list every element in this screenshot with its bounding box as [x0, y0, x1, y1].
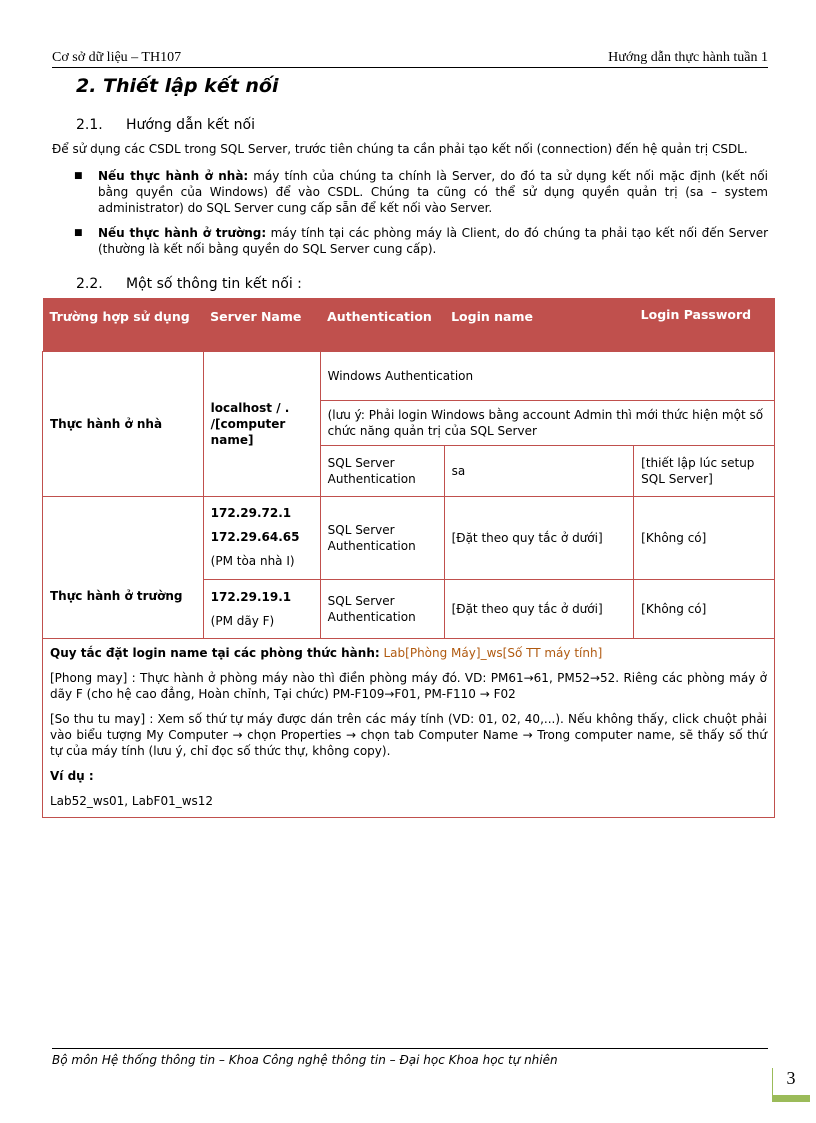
bullet-square-icon: ■ [74, 228, 83, 238]
section-title: 2. Thiết lập kết nối [76, 75, 279, 97]
row-label-home: Thực hành ở nhà [43, 352, 204, 497]
login-name-cell: [Đặt theo quy tắc ở dưới] [444, 580, 634, 639]
server-ip: 172.29.19.1 [210, 590, 292, 604]
rules-title: Quy tắc đặt login name tại các phòng thức hành: [50, 646, 380, 660]
page-footer: Bộ môn Hệ thống thông tin – Khoa Công nghệ thông tin – Đại học Khoa học tự nhiên [52, 1048, 768, 1067]
rules-pattern-number: [Số TT máy tính] [502, 646, 603, 660]
bullet-text: máy tính của chúng ta chính là Server, do đó ta sử dụng kết nối mặc định (kết nối bằng quyền của Windows) để vào CSDL. Chúng ta cũng có thể sử dụng quyền quản trị (sa – system administrator) do SQL Server cung cấp sẵn để kết nối vào Server. [98, 169, 768, 215]
sql-auth-cell: SQL Server Authentication [320, 497, 444, 580]
server-name-school-1 [203, 497, 320, 580]
subsection-number: 2.1. [76, 117, 103, 133]
bullet-lead: Nếu thực hành ở trường: [98, 226, 267, 240]
server-location: (PM dãy F) [210, 614, 275, 628]
header-course: Cơ sở dữ liệu – TH107 [52, 50, 182, 65]
rules-pattern-room: [Phòng Máy] [405, 646, 481, 660]
sql-auth-cell: SQL Server Authentication [320, 446, 444, 497]
bullet-lead: Nếu thực hành ở nhà: [98, 169, 249, 183]
password-cell: [Không có] [634, 497, 775, 580]
col-header-server: Server Name [203, 299, 320, 352]
col-header-password: Login Password [634, 299, 775, 352]
subsection-title: Một số thông tin kết nối : [126, 276, 302, 292]
connection-info-table [42, 298, 775, 818]
server-location: (PM tòa nhà I) [210, 554, 295, 568]
rules-number-paragraph: [So thu tu may] : Xem số thứ tự máy được dán trên các máy tính (VD: 01, 02, 40,...). Nếu không thấy, click chuột phải vào biểu tượng My Computer → chọn Properties → chọn tab Computer Name → Trong computer name, sẽ thấy số thứ tự của máy tính (lưu ý, chỉ đọc số thức thự, không copy). [50, 712, 767, 758]
row-label-school: Thực hành ở trường [43, 497, 204, 639]
table-row [43, 639, 775, 818]
example-text: Lab52_ws01, LabF01_ws12 [50, 794, 214, 808]
bullet-school [74, 225, 768, 257]
intro-paragraph: Để sử dụng các CSDL trong SQL Server, trước tiên chúng ta cần phải tạo kết nối (connection) đến hệ quản trị CSDL. [52, 142, 748, 156]
example-label: Ví dụ : [50, 769, 94, 783]
table-header-row [43, 299, 775, 352]
server-ip: 172.29.64.65 [210, 530, 300, 544]
header-title: Hướng dẫn thực hành tuần 1 [608, 50, 768, 65]
windows-auth-cell: Windows Authentication [320, 352, 774, 401]
rules-heading [50, 645, 767, 661]
password-cell: [Không có] [634, 580, 775, 639]
login-name-cell: sa [444, 446, 634, 497]
bullet-text: máy tính tại các phòng máy là Client, do đó chúng ta phải tạo kết nối đến Server (thường là kết nối bằng quyền do SQL Server cung cấp). [98, 226, 769, 256]
page-header [52, 50, 768, 68]
subsection-guide [76, 117, 255, 133]
rules-pattern-lab: Lab [383, 646, 406, 660]
login-rules-cell [43, 639, 775, 818]
subsection-title: Hướng dẫn kết nối [126, 117, 255, 133]
server-name-home: localhost / . /[computer name] [203, 352, 320, 497]
sql-auth-cell: SQL Server Authentication [320, 580, 444, 639]
page-number: 3 [786, 1068, 796, 1088]
page-number-bar [772, 1095, 810, 1102]
server-ip: 172.29.72.1 [210, 506, 292, 520]
col-header-auth: Authentication [320, 299, 444, 352]
bullet-home [74, 168, 768, 216]
subsection-info [76, 276, 302, 292]
rules-room-paragraph: [Phong may] : Thực hành ở phòng máy nào thì điền phòng máy đó. VD: PM61→61, PM52→52. Riêng các phòng máy ở dãy F (cho hệ cao đẳng, Hoàn chỉnh, Tại chức) PM-F109→F01, PM-F110 → F02 [50, 671, 767, 701]
table-row [43, 352, 775, 401]
rules-pattern-ws: _ws [480, 646, 503, 660]
server-name-school-2 [203, 580, 320, 639]
page-number-line [772, 1068, 773, 1095]
table-row [43, 497, 775, 580]
subsection-number: 2.2. [76, 276, 103, 292]
password-cell: [thiết lập lúc setup SQL Server] [634, 446, 775, 497]
login-name-cell: [Đặt theo quy tắc ở dưới] [444, 497, 634, 580]
col-header-login: Login name [444, 299, 634, 352]
admin-note-cell: (lưu ý: Phải login Windows bằng account Admin thì mới thức hiện một số chức năng quản trị của SQL Server [320, 401, 774, 446]
bullet-square-icon: ■ [74, 171, 83, 181]
col-header-usage: Trường hợp sử dụng [43, 299, 204, 352]
